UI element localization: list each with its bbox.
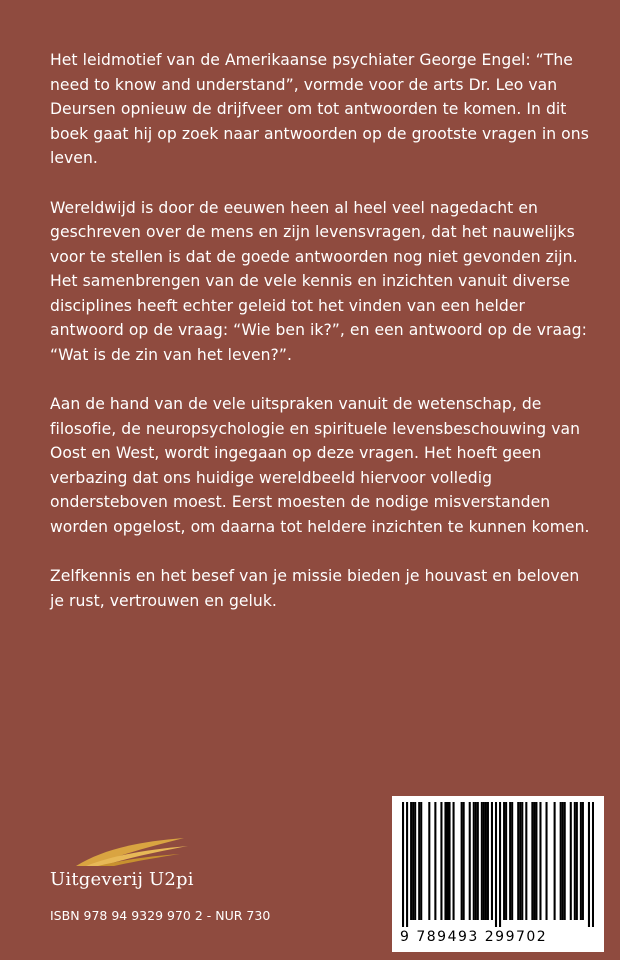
barcode-bar bbox=[511, 802, 513, 920]
barcode-bars bbox=[402, 802, 594, 927]
barcode-bar bbox=[487, 802, 489, 920]
isbn-nur-text: ISBN 978 94 9329 970 2 - NUR 730 bbox=[50, 908, 271, 923]
barcode-bar bbox=[582, 802, 584, 920]
barcode-bar bbox=[412, 802, 414, 920]
barcode-bar bbox=[473, 802, 475, 920]
barcode-bar bbox=[491, 802, 493, 920]
barcode-bar bbox=[420, 802, 422, 920]
barcode-bar bbox=[580, 802, 582, 920]
barcode-bar bbox=[418, 802, 420, 920]
blurb-paragraph-3: Aan de hand van de vele uitspraken vanuit de wetenschap, de filosofie, de neuropsychologie en spirituele levensbeschouwing van Oost en West, wordt ingegaan op deze vragen. Het hoeft geen verbazing dat ons huidige wereldbeeld hiervoor volledig ondersteboven moest. Eerst moesten de nodige misverstanden worden opgelost, om daarna tot heldere inzichten te kunnen komen. bbox=[50, 395, 590, 536]
barcode-bar bbox=[434, 802, 436, 920]
barcode-bar bbox=[448, 802, 450, 920]
barcode-bar bbox=[495, 802, 497, 927]
barcode-bar bbox=[539, 802, 541, 920]
barcode-bar bbox=[444, 802, 446, 920]
barcode-bar bbox=[446, 802, 448, 920]
blurb-paragraph-1: Het leidmotief van de Amerikaanse psychiater George Engel: “The need to know and understand”, vormde voor de arts Dr. Leo van Deursen opnieuw de drijfveer om tot antwoorden te komen. In dit boek gaat hij op zoek naar antwoorden op de grootste vragen in ons leven. bbox=[50, 51, 589, 167]
barcode-bar bbox=[428, 802, 430, 920]
barcode-bar bbox=[475, 802, 477, 920]
barcode bbox=[392, 796, 604, 952]
barcode-bar bbox=[517, 802, 519, 920]
barcode-bar bbox=[414, 802, 416, 920]
barcode-bar bbox=[576, 802, 578, 920]
barcode-bar bbox=[406, 802, 408, 927]
barcode-bar bbox=[481, 802, 483, 920]
barcode-bar bbox=[483, 802, 485, 920]
barcode-bar bbox=[562, 802, 564, 920]
barcode-bar bbox=[588, 802, 590, 927]
blurb-paragraph-2: Wereldwijd is door de eeuwen heen al heel veel nagedacht en geschreven over de mens en zijn levensvragen, dat het nauwelijks voor te stellen is dat de goede antwoorden nog niet gevonden zijn. Het samenbrengen van de vele kennis en inzichten vanuit diverse disciplines heeft echter geleid tot het vinden van een helder antwoord op de vraag: “Wie ben ik?”, en een antwoord op de vraag: “Wat is de zin van het leven?”. bbox=[50, 198, 587, 364]
barcode-bar bbox=[521, 802, 523, 920]
barcode-bar bbox=[533, 802, 535, 920]
barcode-bar bbox=[570, 802, 572, 920]
golden-wing-icon bbox=[72, 836, 192, 868]
barcode-bar bbox=[574, 802, 576, 920]
barcode-bar bbox=[531, 802, 533, 920]
barcode-bar bbox=[545, 802, 547, 920]
barcode-bar bbox=[509, 802, 511, 920]
barcode-bar bbox=[503, 802, 505, 920]
barcode-bar bbox=[499, 802, 501, 927]
barcode-bar bbox=[410, 802, 412, 920]
barcode-bar bbox=[519, 802, 521, 920]
blurb-paragraph-4: Zelfkennis en het besef van je missie bieden je houvast en beloven je rust, vertrouwen en geluk. bbox=[50, 567, 580, 610]
barcode-bar bbox=[525, 802, 527, 920]
barcode-bar bbox=[402, 802, 404, 927]
barcode-bar bbox=[485, 802, 487, 920]
barcode-bar bbox=[463, 802, 465, 920]
barcode-bar bbox=[440, 802, 442, 920]
publisher-name: Uitgeverij U2pi bbox=[50, 869, 194, 890]
barcode-bar bbox=[505, 802, 507, 920]
barcode-bar bbox=[535, 802, 537, 920]
blurb-text bbox=[50, 48, 590, 638]
barcode-bar bbox=[461, 802, 463, 920]
barcode-bar bbox=[477, 802, 479, 920]
barcode-bar bbox=[469, 802, 471, 920]
publisher-logo bbox=[50, 836, 270, 906]
barcode-bar bbox=[560, 802, 562, 920]
barcode-bar bbox=[453, 802, 455, 920]
barcode-bar bbox=[592, 802, 594, 927]
barcode-bar bbox=[564, 802, 566, 920]
barcode-bar bbox=[554, 802, 556, 920]
barcode-digits: 9 789493 299702 bbox=[400, 929, 548, 945]
